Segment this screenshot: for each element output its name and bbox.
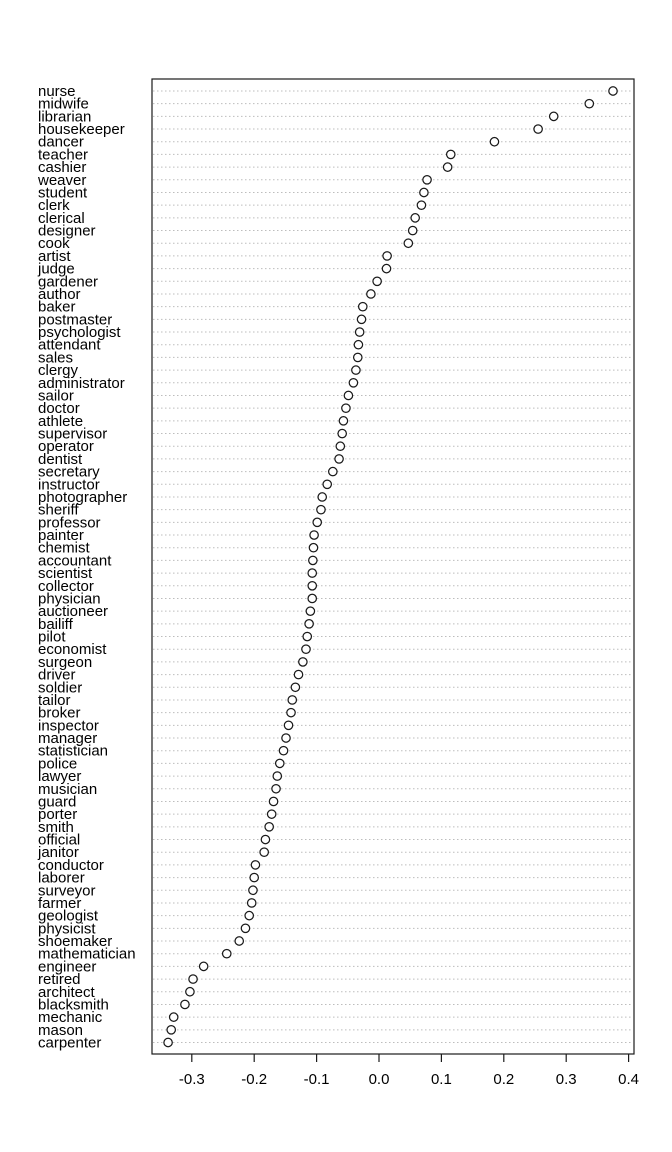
data-point	[306, 607, 314, 615]
category-label: gardener	[38, 273, 99, 291]
data-point	[235, 937, 243, 945]
category-label: surveyor	[38, 882, 96, 900]
data-point	[249, 886, 257, 894]
category-label: sheriff	[38, 501, 79, 519]
data-point	[170, 1013, 178, 1021]
category-label: postmaster	[38, 311, 113, 329]
data-point	[302, 645, 310, 653]
data-point	[338, 429, 346, 437]
data-point	[299, 658, 307, 666]
data-point	[354, 341, 362, 349]
category-label: broker	[38, 704, 81, 722]
category-label: doctor	[38, 400, 80, 418]
category-label: physician	[38, 590, 101, 608]
category-label: bailiff	[38, 615, 73, 633]
data-point	[417, 201, 425, 209]
category-label: shoemaker	[38, 933, 113, 951]
data-point	[404, 239, 412, 247]
category-label: sales	[38, 349, 74, 367]
data-point	[408, 226, 416, 234]
data-point	[269, 797, 277, 805]
category-label: official	[38, 831, 81, 849]
category-label: auctioneer	[38, 603, 109, 621]
data-point	[294, 670, 302, 678]
category-label: mathematician	[38, 945, 136, 963]
data-point	[349, 379, 357, 387]
data-point	[355, 328, 363, 336]
data-point	[261, 835, 269, 843]
data-point	[250, 873, 258, 881]
x-tick-label: 0.0	[368, 1071, 390, 1088]
data-point	[245, 911, 253, 919]
data-point	[291, 683, 299, 691]
data-point	[373, 277, 381, 285]
data-point	[411, 214, 419, 222]
data-point	[199, 962, 207, 970]
data-point	[288, 696, 296, 704]
category-label: judge	[38, 260, 75, 278]
category-label: designer	[38, 222, 96, 240]
data-point	[282, 734, 290, 742]
x-tick-label: -0.3	[178, 1071, 205, 1088]
category-label: smith	[38, 818, 74, 836]
category-label: cashier	[38, 159, 87, 177]
data-point	[279, 747, 287, 755]
data-point	[420, 188, 428, 196]
category-label: nurse	[38, 83, 76, 100]
data-point	[248, 899, 256, 907]
category-label: conductor	[38, 856, 104, 874]
data-point	[585, 99, 593, 107]
category-label: farmer	[38, 894, 82, 912]
category-label: photographer	[38, 488, 128, 506]
data-point	[303, 632, 311, 640]
data-point	[534, 125, 542, 133]
category-label: cook	[38, 235, 70, 253]
category-label: pilot	[38, 628, 66, 646]
category-label: police	[38, 755, 78, 773]
category-label: geologist	[38, 907, 99, 925]
data-point	[383, 252, 391, 260]
data-point	[287, 708, 295, 716]
category-label: janitor	[38, 844, 79, 862]
data-point	[310, 531, 318, 539]
category-label: mason	[38, 1021, 84, 1039]
data-point	[447, 150, 455, 158]
data-point	[272, 785, 280, 793]
data-point	[241, 924, 249, 932]
data-point	[313, 518, 321, 526]
category-label: librarian	[38, 108, 92, 126]
data-point	[359, 302, 367, 310]
data-point	[267, 810, 275, 818]
category-label: manager	[38, 730, 98, 748]
data-point	[305, 620, 313, 628]
category-label: driver	[38, 666, 76, 684]
data-point	[354, 353, 362, 361]
category-label: teacher	[38, 146, 89, 164]
category-label: administrator	[38, 374, 125, 392]
category-label: scientist	[38, 565, 93, 583]
category-label: engineer	[38, 958, 97, 976]
category-label: professor	[38, 514, 101, 532]
data-point	[336, 442, 344, 450]
data-point	[367, 290, 375, 298]
category-label: dentist	[38, 450, 83, 468]
category-label: baker	[38, 298, 76, 316]
category-label: musician	[38, 780, 98, 798]
category-label: clerical	[38, 209, 85, 227]
category-label: mechanic	[38, 1009, 103, 1027]
data-point	[276, 759, 284, 767]
x-tick-label: 0.3	[555, 1071, 577, 1088]
category-label: statistician	[38, 742, 109, 760]
category-label: chemist	[38, 539, 90, 557]
data-point	[309, 544, 317, 552]
plot-border	[152, 79, 634, 1054]
category-label: clerk	[38, 197, 70, 215]
category-label: dancer	[38, 133, 84, 151]
data-point	[344, 391, 352, 399]
data-point	[223, 949, 231, 957]
category-label: physicist	[38, 920, 96, 938]
category-label: lawyer	[38, 768, 82, 786]
category-label: athlete	[38, 412, 84, 430]
category-label: operator	[38, 438, 94, 456]
category-label: porter	[38, 806, 78, 824]
data-point	[357, 315, 365, 323]
category-label: inspector	[38, 717, 99, 735]
category-label: economist	[38, 641, 107, 659]
data-point	[609, 87, 617, 95]
category-label: midwife	[38, 95, 89, 113]
category-label: painter	[38, 527, 84, 545]
data-point	[308, 582, 316, 590]
category-label: sailor	[38, 387, 74, 405]
category-label: architect	[38, 983, 95, 1001]
category-label: guard	[38, 793, 77, 811]
data-point	[260, 848, 268, 856]
category-label: laborer	[38, 869, 85, 887]
category-label: author	[38, 285, 81, 303]
data-point	[308, 594, 316, 602]
category-label: attendant	[38, 336, 101, 354]
category-label: psychologist	[38, 324, 121, 342]
category-label: instructor	[38, 476, 100, 494]
category-label: blacksmith	[38, 996, 109, 1014]
data-point	[181, 1000, 189, 1008]
category-label: carpenter	[38, 1034, 102, 1052]
x-tick-label: 0.2	[493, 1071, 515, 1088]
category-label: weaver	[38, 171, 87, 189]
category-label: surgeon	[38, 653, 93, 671]
data-point	[309, 556, 317, 564]
data-point	[443, 163, 451, 171]
data-point	[339, 417, 347, 425]
data-point	[335, 455, 343, 463]
category-label: collector	[38, 577, 94, 595]
data-point	[550, 112, 558, 120]
data-point	[186, 988, 194, 996]
category-label: supervisor	[38, 425, 108, 443]
data-point	[342, 404, 350, 412]
data-point	[318, 493, 326, 501]
data-point	[317, 505, 325, 513]
category-label: secretary	[38, 463, 100, 481]
data-point	[164, 1038, 172, 1046]
category-label: housekeeper	[38, 121, 125, 139]
data-point	[167, 1026, 175, 1034]
category-label: artist	[38, 247, 71, 265]
data-point	[251, 861, 259, 869]
x-tick-label: -0.1	[303, 1071, 330, 1088]
x-tick-label: -0.2	[241, 1071, 268, 1088]
category-label: clergy	[38, 362, 79, 380]
x-tick-label: 0.4	[618, 1071, 640, 1088]
category-label: accountant	[38, 552, 112, 570]
data-point	[189, 975, 197, 983]
data-point	[273, 772, 281, 780]
data-point	[490, 138, 498, 146]
data-point	[308, 569, 316, 577]
data-point	[265, 823, 273, 831]
x-tick-label: 0.1	[430, 1071, 452, 1088]
data-point	[423, 176, 431, 184]
data-point	[329, 467, 337, 475]
data-point	[352, 366, 360, 374]
category-label: soldier	[38, 679, 83, 697]
category-label: retired	[38, 971, 81, 989]
data-point	[284, 721, 292, 729]
category-label: tailor	[38, 691, 71, 709]
category-label: student	[38, 184, 88, 202]
data-point	[382, 264, 390, 272]
data-point	[323, 480, 331, 488]
